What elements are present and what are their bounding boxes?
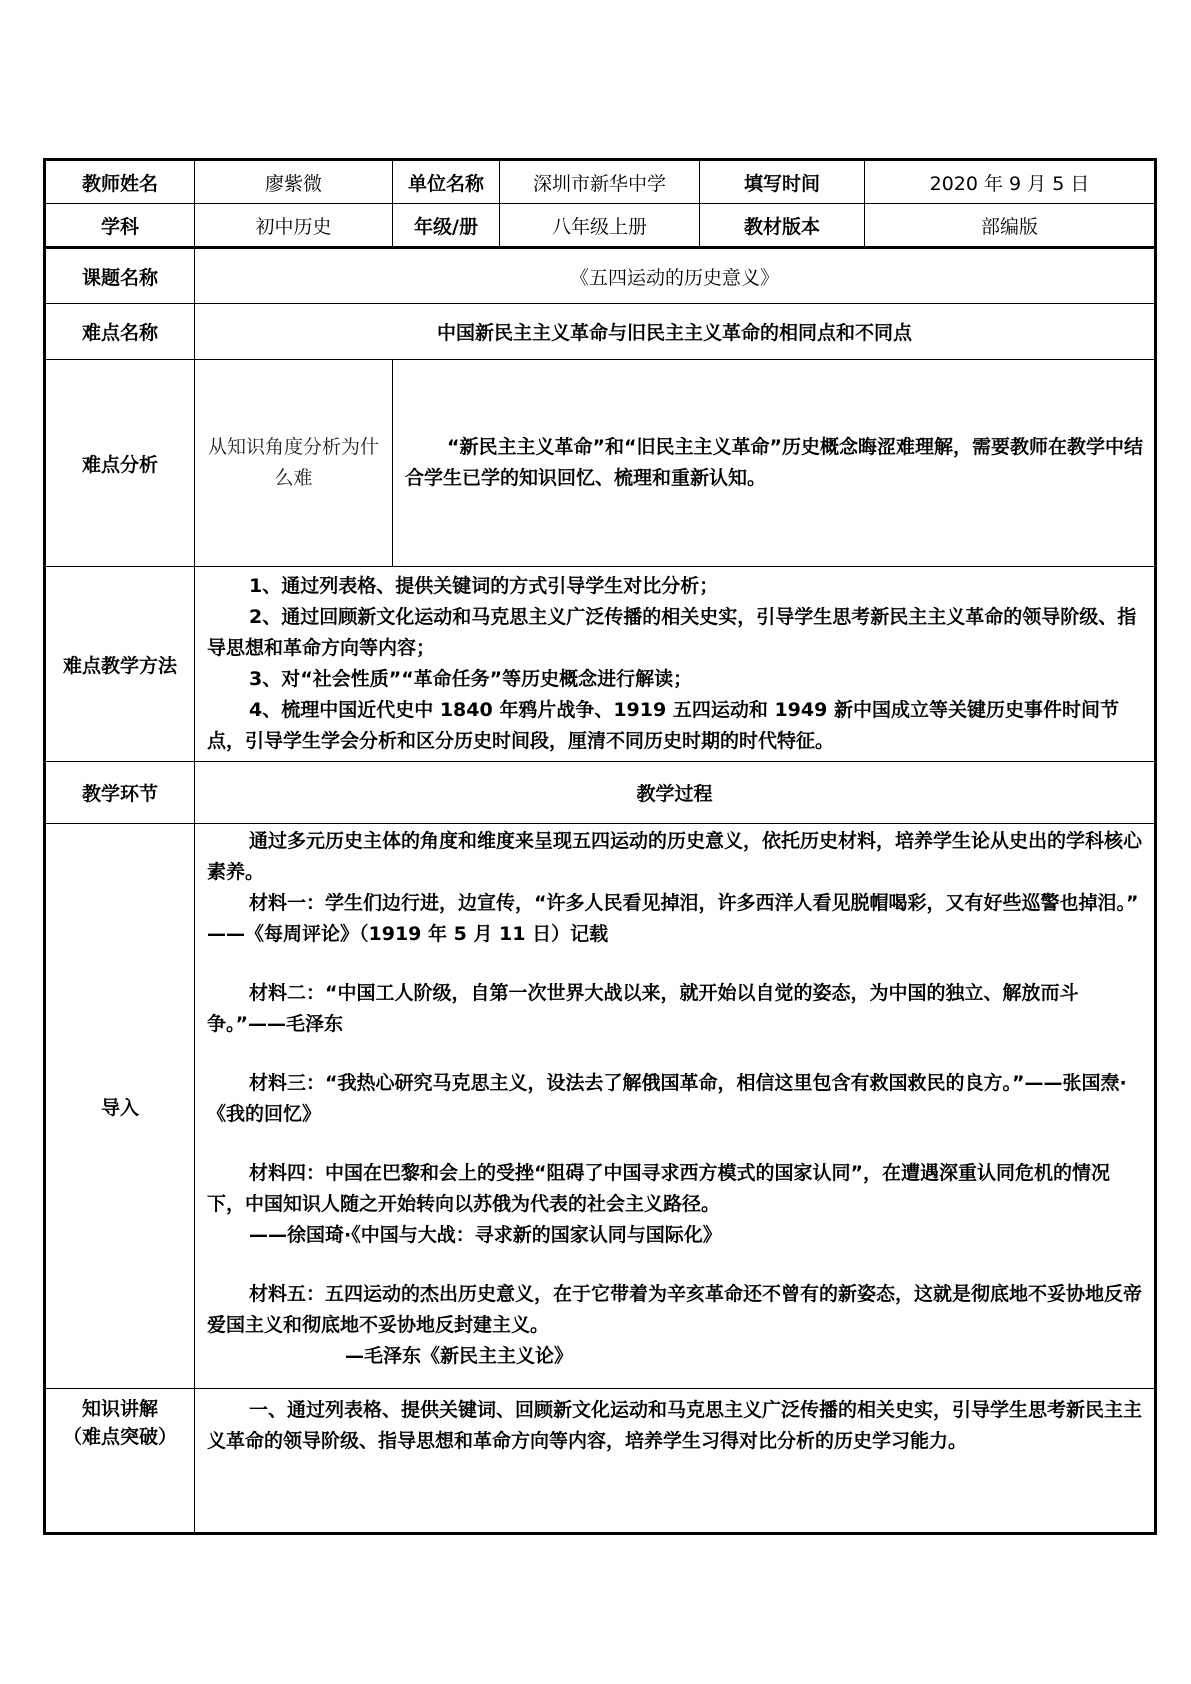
knowledge-row	[45, 1389, 1156, 1534]
material-5-source: —毛泽东《新民主主义论》	[345, 1345, 574, 1367]
grade-label: 年级/册	[393, 204, 500, 248]
difficulty-row	[45, 304, 1156, 360]
difficulty-value: 中国新民主主义革命与旧民主主义革命的相同点和不同点	[195, 304, 1156, 360]
intro-row	[45, 824, 1156, 1389]
knowledge-label-line1: 知识讲解	[81, 1398, 158, 1420]
material-4: 材料四：中国在巴黎和会上的受挫“阻碍了中国寻求西方模式的国家认同”，在遭遇深重认同危机的情况下，中国知识人随之开始转向以苏俄为代表的社会主义路径。	[207, 1162, 1110, 1215]
analysis-text: “新民主主义革命”和“旧民主主义革命”历史概念晦涩难理解，需要教师在教学中结合学生已学的知识回忆、梳理和重新认知。	[405, 436, 1143, 489]
process-value: 教学过程	[195, 762, 1156, 824]
material-1: 材料一：学生们边行进，边宣传，“许多人民看见掉泪，许多西洋人看见脱帽喝彩，又有好些巡警也掉泪。” ——《每周评论》（1919 年 5 月 11 日）记载	[207, 892, 1177, 945]
methods-row	[45, 567, 1156, 762]
intro-label: 导入	[45, 824, 195, 1389]
process-header-row	[45, 762, 1156, 824]
lesson-plan-sheet	[43, 158, 1177, 1535]
analysis-row	[45, 360, 1156, 567]
teacher-value: 廖紫微	[195, 160, 393, 204]
edition-value: 部编版	[865, 204, 1156, 248]
subject-value: 初中历史	[195, 204, 393, 248]
analysis-text-cell	[393, 360, 1156, 567]
info-row-1	[45, 160, 1156, 204]
material-2: 材料二：“中国工人阶级，自第一次世界大战以来，就开始以自觉的姿态，为中国的独立、解放而斗争。”——毛泽东	[207, 982, 1079, 1035]
unit-label: 单位名称	[393, 160, 500, 204]
method-item-2: 2、通过回顾新文化运动和马克思主义广泛传播的相关史实，引导学生思考新民主主义革命的领导阶级、指导思想和革命方向等内容；	[207, 606, 1137, 659]
topic-value: 《五四运动的历史意义》	[195, 248, 1156, 304]
material-5: 材料五：五四运动的杰出历史意义，在于它带着为辛亥革命还不曾有的新姿态，这就是彻底地不妥协地反帝爱国主义和彻底地不妥协地反封建主义。	[207, 1283, 1143, 1336]
material-3: 材料三：“我热心研究马克思主义，设法去了解俄国革命，相信这里包含有救国救民的良方。”——张国焘·《我的回忆》	[207, 1072, 1127, 1125]
analysis-sub-label: 从知识角度分析为什么难	[195, 360, 393, 567]
knowledge-cell	[195, 1389, 1156, 1534]
difficulty-label: 难点名称	[45, 304, 195, 360]
methods-label: 难点教学方法	[45, 567, 195, 762]
intro-lead: 通过多元历史主体的角度和维度来呈现五四运动的历史意义，依托历史材料，培养学生论从史出的学科核心素养。	[207, 830, 1143, 883]
lesson-plan-table	[43, 158, 1177, 1535]
info-row-2	[45, 204, 1156, 248]
edition-label: 教材版本	[700, 204, 865, 248]
knowledge-label-line2: （难点突破）	[62, 1426, 177, 1448]
methods-cell	[195, 567, 1156, 762]
date-label: 填写时间	[700, 160, 865, 204]
grade-value: 八年级上册	[500, 204, 700, 248]
process-label: 教学环节	[45, 762, 195, 824]
method-item-1: 1、通过列表格、提供关键词的方式引导学生对比分析；	[249, 575, 719, 597]
knowledge-label-cell	[45, 1389, 195, 1534]
material-4-source: ——徐国琦·《中国与大战：寻求新的国家认同与国际化》	[249, 1224, 722, 1246]
method-item-4: 4、梳理中国近代史中 1840 年鸦片战争、1919 五四运动和 1949 新中国成立等关键历史事件时间节点，引导学生学会分析和区分历史时间段，厘清不同历史时期的时代特征。	[207, 699, 1119, 752]
topic-label: 课题名称	[45, 248, 195, 304]
analysis-label: 难点分析	[45, 360, 195, 567]
topic-row	[45, 248, 1156, 304]
intro-cell	[195, 824, 1177, 1389]
date-value: 2020 年 9 月 5 日	[865, 160, 1156, 204]
subject-label: 学科	[45, 204, 195, 248]
knowledge-text: 一、通过列表格、提供关键词、回顾新文化运动和马克思主义广泛传播的相关史实，引导学生思考新民主主义革命的领导阶级、指导思想和革命方向等内容，培养学生习得对比分析的历史学习能力。	[207, 1399, 1143, 1452]
teacher-label: 教师姓名	[45, 160, 195, 204]
method-item-3: 3、对“社会性质”“革命任务”等历史概念进行解读；	[249, 668, 693, 690]
unit-value: 深圳市新华中学	[500, 160, 700, 204]
